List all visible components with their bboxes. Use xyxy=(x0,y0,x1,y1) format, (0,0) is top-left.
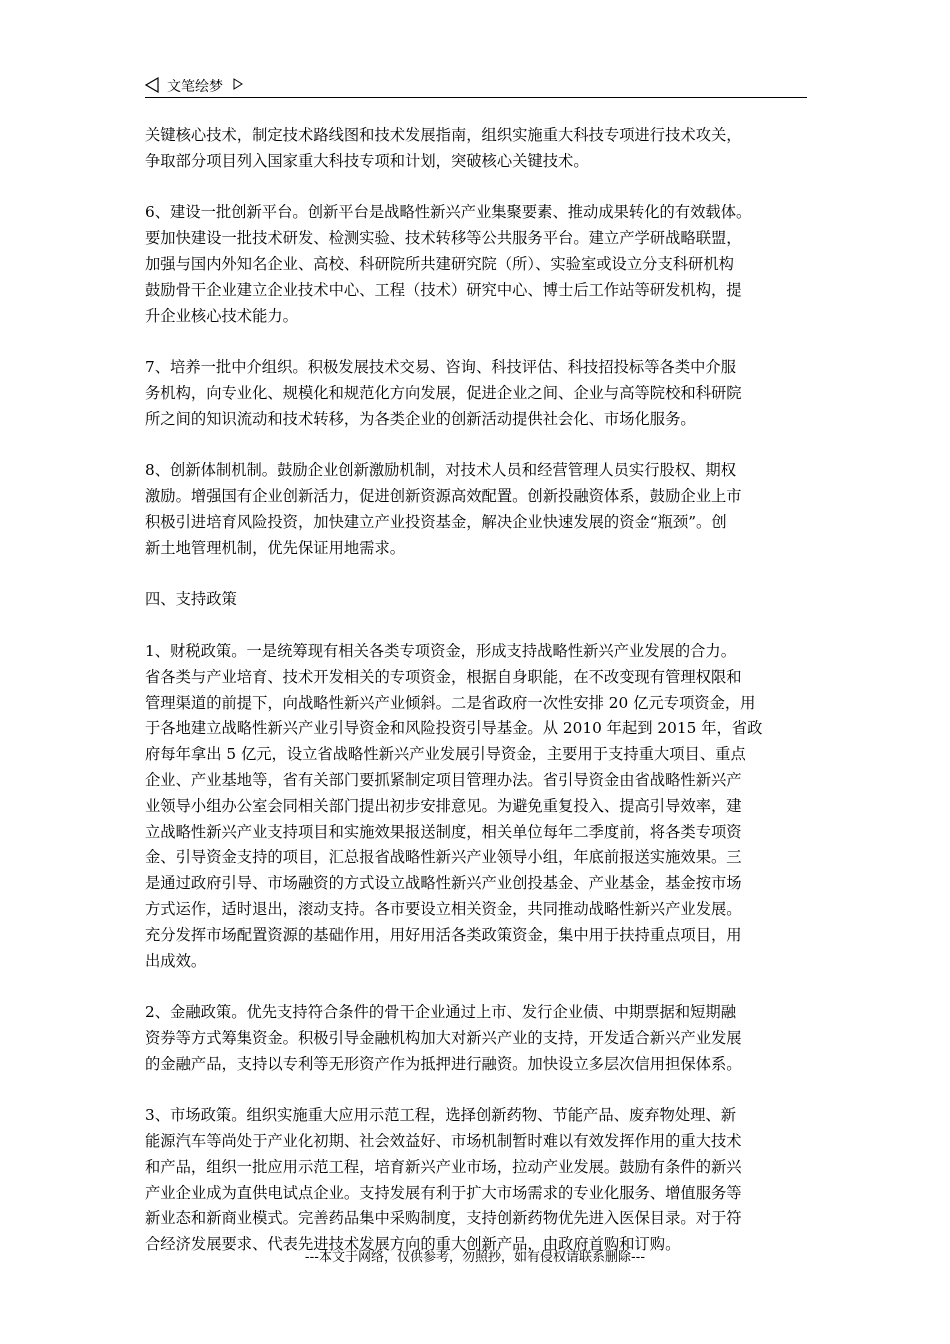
paragraph: 2、金融政策。优先支持符合条件的骨干企业通过上市、发行企业债、中期票据和短期融 资券等方式筹集资金。积极引导金融机构加大对新兴产业的支持，开发适合新兴产业发展 的金融产品，支持以专利等无形资产作为抵押进行融资。加快设立多层次信用担保体系。 xyxy=(145,1003,742,1073)
page-header xyxy=(145,74,807,98)
paragraph: 7、培养一批中介组织。积极发展技术交易、咨询、科技评估、科技招投标等各类中介服 务机构，向专业化、规模化和规范化方向发展，促进企业之间、企业与高等院校和科研院 所之间的知识流动和技术转移，为各类企业的创新活动提供社会化、市场化服务。 xyxy=(145,358,742,428)
paragraph: 6、建设一批创新平台。创新平台是战略性新兴产业集聚要素、推动成果转化的有效载体。 要加快建设一批技术研发、检测实验、技术转移等公共服务平台。建立产学研战略联盟， 加强与国内外知名企业、高校、科研院所共建研究院（所）、实验室或设立分支科研机构 鼓励骨干企业建立企业技术中心、工程（技术）研究中心、博士后工作站等研发机构，提 升企业核心技术能力。 xyxy=(145,203,752,325)
document-body xyxy=(145,123,810,1284)
section-heading: 四、支持政策 xyxy=(145,590,237,609)
triangle-left-icon xyxy=(145,77,159,93)
header-rule xyxy=(145,97,807,98)
paragraph: 8、创新体制机制。鼓励企业创新激励机制，对技术人员和经营管理人员实行股权、期权 激励。增强国有企业创新活力，促进创新资源高效配置。创新投融资体系，鼓励企业上市 积极引进培育风险投资，加快建立产业投资基金，解决企业快速发展的资金“瓶颈”。创 新土地管理机制，优先保证用地需求。 xyxy=(145,461,742,557)
header-title: 文笔绘梦 xyxy=(167,79,223,95)
triangle-right-icon xyxy=(233,78,243,90)
paragraph: 3、市场政策。组织实施重大应用示范工程，选择创新药物、节能产品、废弃物处理、新 能源汽车等尚处于产业化初期、社会效益好、市场机制暂时难以有效发挥作用的重大技术 和产品，组织一批应用示范工程，培育新兴产业市场，拉动产业发展。鼓励有条件的新兴 产业企业成为直供电试点企业。支持发展有利于扩大市场需求的专业化服务、增值服务等 新业态和新商业模式。完善药品集中采购制度，支持创新药物优先进入医保目录。对于符 合经济发展要求、代表先进技术发展方向的重大创新产品，由政府首购和订购。 xyxy=(145,1106,742,1254)
footer-disclaimer: ---本文于网络，仅供参考，勿照抄，如有侵权请联系删除--- xyxy=(304,1250,646,1265)
paragraph: 1、财税政策。一是统筹现有相关各类专项资金，形成支持战略性新兴产业发展的合力。 省各类与产业培育、技术开发相关的专项资金，根据自身职能，在不改变现有管理权限和 管理渠道的前提下，向战略性新兴产业倾斜。二是省政府一次性安排 20 亿元专项资金，用 于各地建立战略性新兴产业引导资金和风险投资引导基金。从 2010 年起到 2015 年，省政 府每年拿出 5 亿元，设立省战略性新兴产业发展引导资金，主要用于支持重大项目、重点 企业、产业基地等，省有关部门要抓紧制定项目管理办法。省引导资金由省战略性新兴产 业领导小组办公室会同相关部门提出初步安排意见。为避免重复投入、提高引导效率，建 立战略性新兴产业支持项目和实施效果报送制度，相关单位每年二季度前，将各类专项资 金、引导资金支持的项目，汇总报省战略性新兴产业领导小组，年底前报送实施效果。三 是通过政府引导、市场融资的方式设立战略性新兴产业创投基金、产业基金，基金按市场 方式运作，适时退出，滚动支持。各市要设立相关资金，共同推动战略性新兴产业发展。 充分发挥市场配置资源的基础作用，用好用活各类政策资金，集中用于扶持重点项目，用 出成效。 xyxy=(145,641,763,970)
paragraph: 关键核心技术，制定技术路线图和技术发展指南，组织实施重大科技专项进行技术攻关， 争取部分项目列入国家重大科技专项和计划，突破核心关键技术。 xyxy=(145,126,742,170)
